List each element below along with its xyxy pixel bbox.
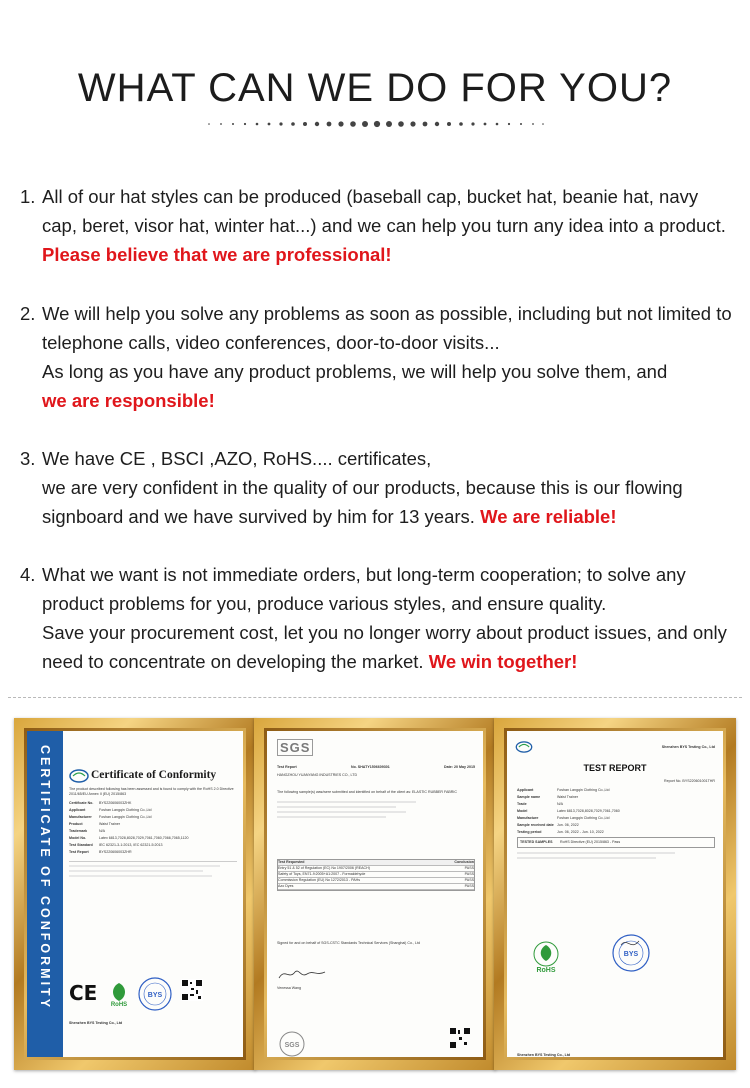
results-table [277,859,475,891]
cert-row: Model No. Latex 6813,7028,8028,7029,7061,7060,7066,7065,1120 [69,836,189,840]
qr-code-icon [449,1027,471,1049]
sample-description: The following sample(s) was/were submitted and identified on behalf of the client as: ELASTIC RUBBER FABRIC [277,790,457,794]
svg-text:SGS: SGS [284,1042,300,1049]
svg-text:BYS: BYS [147,992,163,999]
report-footer: Shenzhen BYS Testing Co., Ltd [517,1053,571,1057]
table-row: Commission Regulation (EU) No 1272/2013 - PAHs PASS [278,878,474,882]
item-text-2: we are very confident in the quality of our products, because this is our flowing signboard and we have survived by him for 13 years. [42,477,683,527]
report-row: Applicant Foshan Langqin Clothing Co.,Ltd [517,788,610,792]
list-item-4 [20,560,732,676]
sgs-logo: SGS [277,739,313,756]
certificate-footer: Shenzhen BYS Testing Co., Ltd [69,1021,123,1025]
report-row: TESTED SAMPLES RoHS Directive (EU) 2015/863 - Pass [517,837,715,848]
svg-text:BYS: BYS [623,951,639,958]
report-row: Sample received date Jun. 06, 2022 [517,823,579,827]
report-row: Sample name Waist Trainer [517,795,579,799]
signature-icon [277,966,327,982]
report-number: No. SHATY1506609301 [351,765,390,769]
list-item-1 [20,182,732,269]
sgs-seal-icon [279,1031,305,1057]
svg-text:RoHS: RoHS [536,967,556,973]
table-row: Safety of Toys, EN71-9:2005+A1:2007 - Formaldehyde PASS [278,872,474,876]
certificate-frame-2 [254,718,496,1070]
svg-text:RoHS: RoHS [110,1002,128,1007]
item-text-2: As long as you have any product problems, we will help you solve them, and [42,361,668,382]
item-highlight: We win together! [428,651,578,672]
item-highlight: Please believe that we are professional! [42,244,392,265]
report-row: Model Latex 6813,7028,8028,7029,7061,7060 [517,809,620,813]
report-row: Manufacture Foshan Langqin Clothing Co.,Ltd [517,816,610,820]
table-row: Azo Dyes PASS [278,884,474,888]
cert-row: Trademark N/A [69,829,105,833]
bys-stamp-icon [137,976,173,1012]
bys-stamp-icon [611,933,651,973]
report-row: Trade N/A [517,802,563,806]
certificate-frame-1 [14,718,256,1070]
item-highlight: we are responsible! [42,390,215,411]
cert-row: Test Standard IEC 62321-3-1:2013, IEC 62321-5:2013 [69,843,163,847]
table-header: Test Requested Conclusion [278,860,474,864]
org-name: Shenzhen BYS Testing Co., Ltd [661,745,715,749]
bys-test-report [507,731,723,1057]
certificate-intro: The product described following has been assessed and is found to comply with the RoHS 2.0 Directive 2011/65/EU Annex II (EU) 2015/863 [69,787,234,796]
list-item-2 [20,299,732,415]
bys-logo-icon [515,741,533,753]
bys-logo-icon [69,769,89,783]
report-date: Date: 20 May 2015 [444,765,475,769]
certificate-frame-3 [494,718,736,1070]
certificate-title: Certificate of Conformity [91,769,217,781]
rohs-leaf-icon [529,939,563,973]
cert-row: Manufacturer Foshan Langqin Clothing Co.,Ltd [69,815,152,819]
report-title: TEST REPORT [583,763,647,773]
sgs-test-report [267,731,483,1057]
qr-code-icon [181,979,203,1001]
item-number: 4. [20,564,36,585]
report-row: Testing period Jun. 06, 2022 - Jun. 10, 2022 [517,830,604,834]
side-banner: CERTIFICATE OF CONFORMITY [27,731,63,1057]
item-text: We will help you solve any problems as soon as possible, including but not limited to telephone calls, video conferences, door-to-door visits... [42,303,732,353]
certificate-of-conformity [27,731,243,1057]
item-text-2: Save your procurement cost, let you no longer worry about product issues, and only need to concentrate on developing the market. [42,622,727,672]
signer-name: Venessa Wang [277,986,302,990]
client-company: HANGZHOU YUANYANG INDUSTRIES CO., LTD [277,773,358,777]
item-number: 3. [20,448,36,469]
cert-row: Applicant Foshan Langqin Clothing Co.,Ltd [69,808,152,812]
item-number: 1. [20,186,36,207]
page-title: WHAT CAN WE DO FOR YOU? [77,66,673,110]
table-row: Entry 51 & 52 of Regulation (EC) No 1907/2006 (REACH) PASS [278,866,474,870]
ce-mark: CE [69,981,98,1005]
rohs-leaf-icon [107,981,131,1007]
signed-statement: Signed for and on behalf of SGS-CSTC Standards Technical Services (Shanghai) Co., Ltd [277,941,420,945]
dotted-divider [205,118,545,130]
report-number: Report No. BYS220601001THR [664,779,715,783]
cert-row: Test Report BYS220606003ZHR [69,850,132,854]
item-highlight: We are reliable! [480,506,617,527]
item-number: 2. [20,303,36,324]
item-text: All of our hat styles can be produced (baseball cap, bucket hat, beanie hat, navy cap, beret, visor hat, winter hat...) and we can help you turn any idea into a product. [42,186,726,236]
cert-row: Product Waist Trainer [69,822,121,826]
list-item-3 [20,444,732,531]
section-divider [8,697,742,698]
report-label: Test Report [277,765,297,769]
item-text: What we want is not immediate orders, but long-term cooperation; to solve any product problems for you, produce various styles, and ensure quality. [42,564,686,614]
cert-row: Certificate No. BYS220606003ZHK [69,801,132,805]
item-text: We have CE , BSCI ,AZO, RoHS.... certificates, [42,448,432,469]
